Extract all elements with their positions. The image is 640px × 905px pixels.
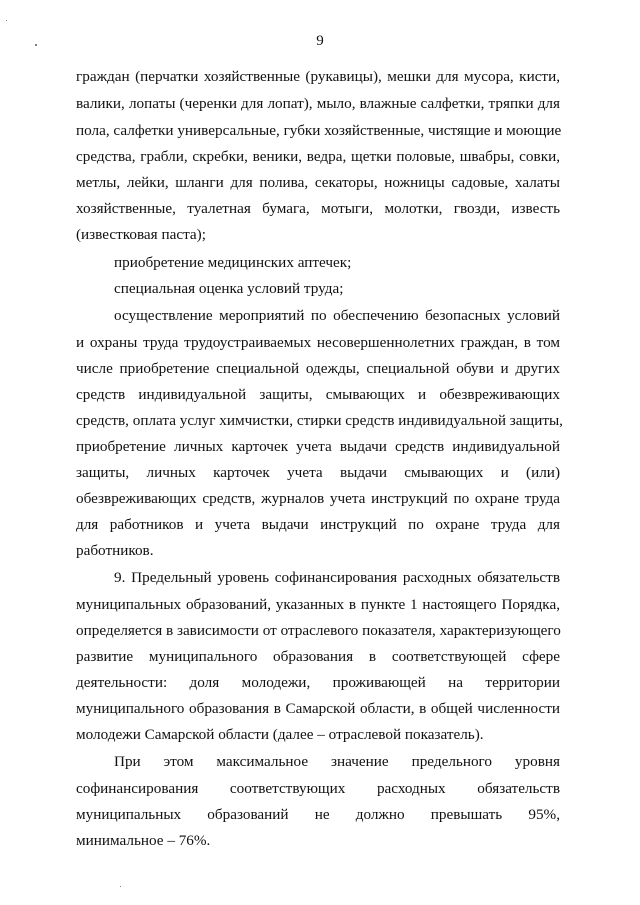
text-line: определяется в зависимости от отраслевого показателя, характеризующего — [76, 622, 561, 639]
text-line: средства, грабли, скребки, веники, ведра, щетки половые, швабры, совки, — [76, 148, 560, 165]
page-number: 9 — [316, 33, 324, 49]
text-line: При этом максимальное значение предельного уровня — [114, 753, 560, 770]
scan-speck — [6, 20, 7, 21]
text-line: осуществление мероприятий по обеспечению безопасных условий — [114, 307, 560, 324]
text-line: муниципальных образований не должно превышать 95%, — [76, 806, 560, 823]
text-line: специальная оценка условий труда; — [114, 280, 344, 297]
text-line: обезвреживающих средств, журналов учета инструкций по охране труда — [76, 490, 560, 507]
text-line: хозяйственные, туалетная бумага, мотыги, молотки, гвозди, известь — [76, 200, 560, 217]
text-line: молодежи Самарской области (далее – отраслевой показатель). — [76, 726, 484, 743]
text-line: пола, салфетки универсальные, губки хозяйственные, чистящие и моющие — [76, 122, 562, 139]
scan-speck — [35, 44, 37, 46]
text-line: (известковая паста); — [76, 226, 206, 243]
text-line: минимальное – 76%. — [76, 832, 211, 849]
text-line: муниципальных образований, указанных в пункте 1 настоящего Порядка, — [76, 596, 560, 613]
text-line: валики, лопаты (черенки для лопат), мыло, влажные салфетки, тряпки для — [76, 95, 560, 112]
text-line: средств, оплата услуг химчистки, стирки средств индивидуальной защиты, — [76, 412, 563, 429]
text-line: средств индивидуальной защиты, смывающих и обезвреживающих — [76, 386, 560, 403]
text-line: для работников и учета выдачи инструкций по охране труда для — [76, 516, 560, 533]
text-line: муниципального образования в Самарской области, в общей численности — [76, 700, 560, 717]
text-line: граждан (перчатки хозяйственные (рукавицы), мешки для мусора, кисти, — [76, 68, 560, 85]
text-line: 9. Предельный уровень софинансирования расходных обязательств — [114, 569, 560, 586]
text-line: числе приобретение специальной одежды, специальной обуви и других — [76, 360, 560, 377]
text-line: приобретение личных карточек учета выдачи средств индивидуальной — [76, 438, 560, 455]
text-line: развитие муниципального образования в соответствующей сфере — [76, 648, 560, 665]
text-line: работников. — [76, 542, 154, 559]
text-line: метлы, лейки, шланги для полива, секаторы, ножницы садовые, халаты — [76, 174, 560, 191]
text-line: софинансирования соответствующих расходных обязательств — [76, 780, 560, 797]
text-line: и охраны труда трудоустраиваемых несовершеннолетних граждан, в том — [76, 334, 560, 351]
text-line: деятельности: доля молодежи, проживающей на территории — [76, 674, 560, 691]
scan-speck — [120, 886, 121, 887]
text-line: защиты, личных карточек учета выдачи смывающих и (или) — [76, 464, 560, 481]
text-line: приобретение медицинских аптечек; — [114, 254, 352, 271]
